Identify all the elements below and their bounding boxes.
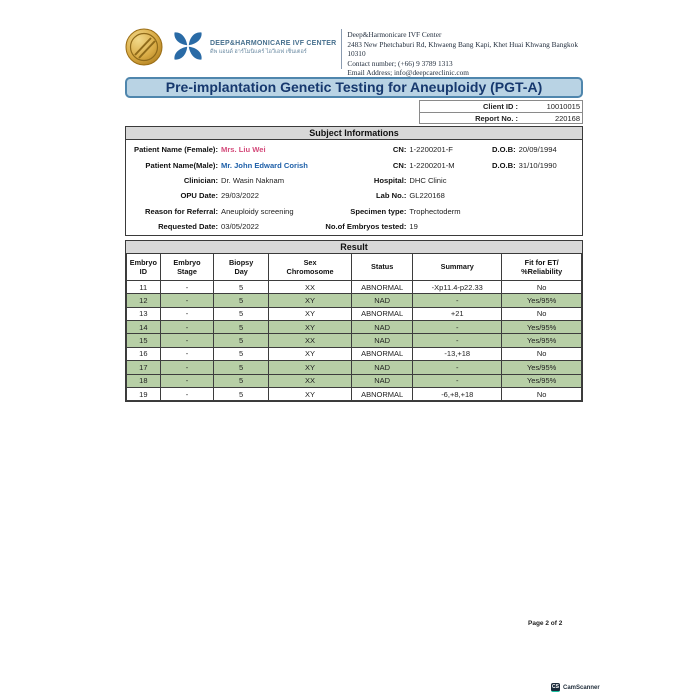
table-cell: XX xyxy=(268,374,351,387)
table-cell: 5 xyxy=(214,334,269,347)
table-row xyxy=(127,321,582,334)
table-cell: Yes/95% xyxy=(502,294,582,307)
subject-info-body xyxy=(126,140,582,235)
subject-info-cell xyxy=(126,145,308,154)
header-divider xyxy=(341,29,342,69)
table-cell: 13 xyxy=(127,307,161,320)
subject-info-cell xyxy=(126,222,308,231)
letterhead xyxy=(125,28,583,78)
clinic-address xyxy=(347,28,583,78)
camscanner-badge xyxy=(551,683,600,692)
column-header: Status xyxy=(352,254,413,280)
subject-info-row xyxy=(126,142,582,157)
table-cell: - xyxy=(160,334,214,347)
table-cell: Yes/95% xyxy=(502,374,582,387)
table-cell: 5 xyxy=(214,321,269,334)
subject-info-cell xyxy=(126,191,308,200)
page-number: Page 2 of 2 xyxy=(528,620,563,627)
client-id-value: 10010015 xyxy=(546,102,580,111)
field-value: Mr. John Edward Corish xyxy=(221,160,308,170)
table-cell: ABNORMAL xyxy=(352,387,413,400)
table-cell: - xyxy=(160,280,214,293)
table-cell: XX xyxy=(268,280,351,293)
subject-info-cell xyxy=(126,161,308,170)
table-cell: 5 xyxy=(214,374,269,387)
table-cell: Yes/95% xyxy=(502,321,582,334)
report-no-label: Report No. : xyxy=(475,113,518,123)
field-label: Requested Date: xyxy=(158,222,218,232)
subject-section xyxy=(125,126,583,236)
table-cell: - xyxy=(160,321,214,334)
table-cell: +21 xyxy=(413,307,502,320)
table-cell: - xyxy=(160,347,214,360)
result-section xyxy=(125,240,583,402)
field-value: Aneuploidy screening xyxy=(221,206,294,216)
field-label: Lab No.: xyxy=(376,191,407,201)
table-cell: 5 xyxy=(214,361,269,374)
gold-seal-icon xyxy=(125,28,163,71)
field-value: 31/10/1990 xyxy=(518,160,557,170)
field-label: Patient Name (Female): xyxy=(134,145,218,155)
table-cell: XY xyxy=(268,347,351,360)
subject-info-row xyxy=(126,157,582,172)
table-cell: XY xyxy=(268,321,351,334)
column-header: Sex Chromosome xyxy=(268,254,351,280)
table-cell: 5 xyxy=(214,280,269,293)
table-row xyxy=(127,307,582,320)
clinic-name-block xyxy=(210,28,336,56)
address-line: Email Address; info@deepcareclinic.com xyxy=(347,68,469,78)
table-row xyxy=(127,347,582,360)
table-cell: 19 xyxy=(127,387,161,400)
table-cell: 15 xyxy=(127,334,161,347)
table-cell: 5 xyxy=(214,294,269,307)
table-cell: 16 xyxy=(127,347,161,360)
subject-info-row xyxy=(126,219,582,234)
subject-info-cell xyxy=(482,161,582,170)
subject-info-cell xyxy=(308,222,481,231)
subject-info-row xyxy=(126,188,582,203)
table-row xyxy=(127,374,582,387)
column-header: Embryo ID xyxy=(127,254,161,280)
table-row xyxy=(127,361,582,374)
table-cell: NAD xyxy=(352,361,413,374)
report-title: Pre-implantation Genetic Testing for Aneuploidy (PGT-A) xyxy=(125,77,583,98)
field-value: 19 xyxy=(409,222,418,232)
table-cell: 18 xyxy=(127,374,161,387)
table-row xyxy=(127,334,582,347)
field-value: 03/05/2022 xyxy=(221,222,260,232)
field-label: D.O.B: xyxy=(492,160,516,170)
field-label: Hospital: xyxy=(373,175,407,185)
field-label: Clinician: xyxy=(183,175,218,185)
table-cell: XY xyxy=(268,387,351,400)
address-line: Contact number; (+66) 9 3789 1313 xyxy=(347,58,453,68)
report-no-value: 220168 xyxy=(554,113,580,123)
table-row xyxy=(127,387,582,400)
table-cell: - xyxy=(413,294,502,307)
column-header: Embryo Stage xyxy=(160,254,214,280)
field-value: DHC Clinic xyxy=(409,175,447,185)
subject-info-row xyxy=(126,173,582,188)
table-cell: No xyxy=(502,280,582,293)
table-cell: NAD xyxy=(352,321,413,334)
address-line: Deep&Harmonicare IVF Center xyxy=(347,30,442,39)
subject-info-cell xyxy=(308,176,481,185)
table-cell: 12 xyxy=(127,294,161,307)
table-cell: XY xyxy=(268,294,351,307)
field-value: Mrs. Liu Wei xyxy=(221,145,266,155)
field-value: Trophectoderm xyxy=(409,206,461,216)
field-value: 29/03/2022 xyxy=(221,191,260,201)
table-cell: - xyxy=(160,294,214,307)
table-cell: ABNORMAL xyxy=(352,280,413,293)
subject-info-cell xyxy=(308,207,481,216)
table-cell: No xyxy=(502,307,582,320)
camscanner-label: CamScanner xyxy=(563,684,600,691)
subject-info-cell xyxy=(482,145,582,154)
table-cell: -13,+18 xyxy=(413,347,502,360)
field-label: CN: xyxy=(392,145,407,155)
client-id-label: Client ID : xyxy=(483,102,518,111)
column-header: Fit for ET/ %Reliability xyxy=(502,254,582,280)
table-cell: - xyxy=(413,334,502,347)
field-value: 1-2200201-M xyxy=(409,160,455,170)
table-cell: 5 xyxy=(214,347,269,360)
field-value: Dr. Wasin Naknam xyxy=(221,175,285,185)
table-cell: 5 xyxy=(214,307,269,320)
report-no-row xyxy=(420,112,582,123)
clinic-logo-icon xyxy=(170,28,206,69)
table-cell: ABNORMAL xyxy=(352,307,413,320)
table-cell: - xyxy=(413,361,502,374)
table-row xyxy=(127,294,582,307)
field-label: D.O.B: xyxy=(492,145,516,155)
table-cell: No xyxy=(502,387,582,400)
result-section-title: Result xyxy=(126,241,582,254)
report-meta-box xyxy=(419,100,583,124)
field-label: Reason for Referral: xyxy=(144,206,218,216)
column-header: Summary xyxy=(413,254,502,280)
subject-info-cell xyxy=(308,145,481,154)
table-cell: - xyxy=(160,361,214,374)
table-header-row xyxy=(127,254,582,280)
table-cell: Yes/95% xyxy=(502,334,582,347)
table-cell: -Xp11.4-p22.33 xyxy=(413,280,502,293)
field-value: 1-2200201-F xyxy=(409,145,453,155)
clinic-name: DEEP&HARMONICARE IVF CENTER xyxy=(210,40,337,47)
field-label: OPU Date: xyxy=(180,191,218,201)
table-cell: NAD xyxy=(352,374,413,387)
table-cell: - xyxy=(413,374,502,387)
field-label: CN: xyxy=(392,160,407,170)
address-line: 2483 New Phetchaburi Rd, Khwaeng Bang Kapi, Khet Huai Khwang Bangkok 10310 xyxy=(347,39,578,59)
subject-info-cell xyxy=(308,191,481,200)
table-cell: XY xyxy=(268,307,351,320)
subject-info-cell xyxy=(308,161,481,170)
subject-info-row xyxy=(126,204,582,219)
table-cell: - xyxy=(160,387,214,400)
table-cell: 17 xyxy=(127,361,161,374)
table-cell: 14 xyxy=(127,321,161,334)
subject-info-cell xyxy=(126,207,308,216)
field-label: Specimen type: xyxy=(350,206,407,216)
table-cell: - xyxy=(160,374,214,387)
table-cell: NAD xyxy=(352,294,413,307)
table-cell: - xyxy=(160,307,214,320)
field-value: GL220168 xyxy=(409,191,445,201)
table-row xyxy=(127,280,582,293)
table-cell: XX xyxy=(268,334,351,347)
client-id-row xyxy=(420,101,582,112)
subject-info-cell xyxy=(126,176,308,185)
result-table xyxy=(126,254,582,401)
report-document xyxy=(125,28,583,402)
table-cell: Yes/95% xyxy=(502,361,582,374)
table-cell: NAD xyxy=(352,334,413,347)
table-cell: -6,+8,+18 xyxy=(413,387,502,400)
table-cell: No xyxy=(502,347,582,360)
table-cell: 11 xyxy=(127,280,161,293)
table-cell: 5 xyxy=(214,387,269,400)
field-label: Patient Name(Male): xyxy=(145,160,218,170)
field-label: No.of Embryos tested: xyxy=(325,222,407,232)
field-value: 20/09/1994 xyxy=(518,145,557,155)
camscanner-icon: CS xyxy=(552,684,559,690)
table-cell: XY xyxy=(268,361,351,374)
column-header: Biopsy Day xyxy=(214,254,269,280)
subject-section-title: Subject Informations xyxy=(126,127,582,140)
table-cell: ABNORMAL xyxy=(352,347,413,360)
clinic-name-thai: ดีพ แอนด์ ฮาร์โมนิแคร์ ไอวีเอฟ เซ็นเตอร์ xyxy=(210,49,307,55)
table-cell: - xyxy=(413,321,502,334)
